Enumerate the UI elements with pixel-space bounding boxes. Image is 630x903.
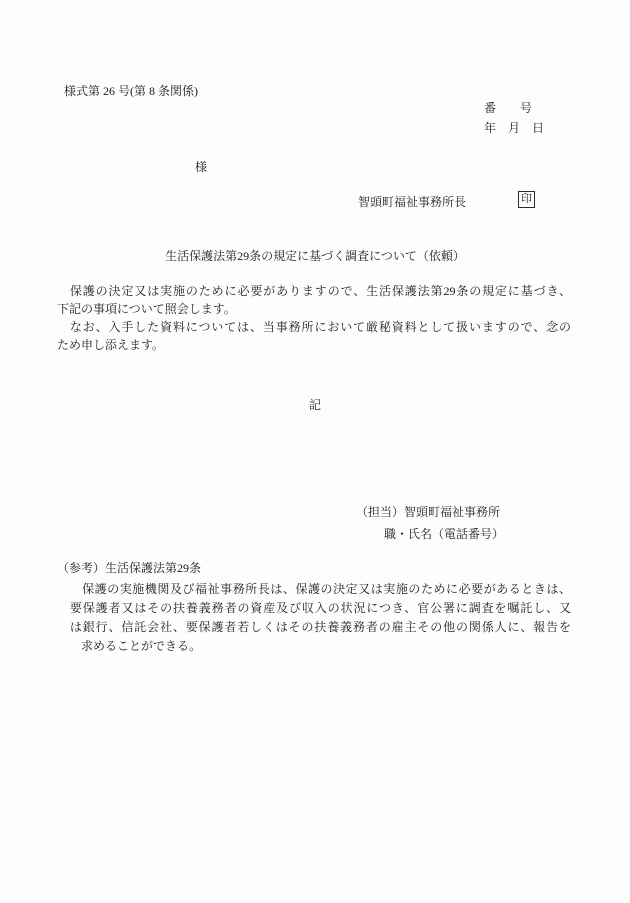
addressee-honorific: 様	[195, 160, 208, 174]
body-paragraphs	[57, 282, 571, 354]
sender-title: 智頭町福祉事務所長	[358, 195, 467, 209]
reference-line: 保護の実施機関及び福祉事務所長は、保護の決定又は実施のために必要があるときは、	[57, 582, 571, 596]
contact-person-phone: 職・氏名（電話番号）	[384, 527, 505, 541]
reference-line: 要保護者又はその扶養義務者の資産及び収入の状況につき、官公署に調査を嘱託し、又	[57, 601, 571, 615]
ki-marker: 記	[308, 398, 321, 412]
form-number: 様式第 26 号(第 8 条関係)	[64, 84, 198, 98]
body-line: 保護の決定又は実施のために必要がありますので、生活保護法第29条の規定に基づき、	[57, 284, 571, 298]
body-line: 下記の事項について照会します。	[57, 302, 236, 316]
reference-line: は銀行、信託会社、要保護者若しくはその扶養義務者の雇主その他の関係人に、報告を	[57, 620, 571, 634]
reference-heading: （参考）生活保護法第29条	[57, 561, 202, 575]
seal-box	[518, 191, 535, 208]
body-line: なお、入手した資料については、当事務所において厳秘資料として扱いますので、念の	[57, 320, 571, 334]
doc-number-field: 番 号	[484, 101, 533, 115]
reference-text	[57, 580, 571, 656]
date-field: 年 月 日	[484, 121, 545, 135]
seal-mark: 印	[521, 193, 532, 205]
reference-line: 求めることができる。	[57, 639, 202, 653]
document-title: 生活保護法第29条の規定に基づく調査について（依頼）	[165, 249, 465, 263]
contact-office: （担当）智頭町福祉事務所	[356, 505, 501, 519]
body-line: ため申し添えます。	[57, 338, 165, 352]
